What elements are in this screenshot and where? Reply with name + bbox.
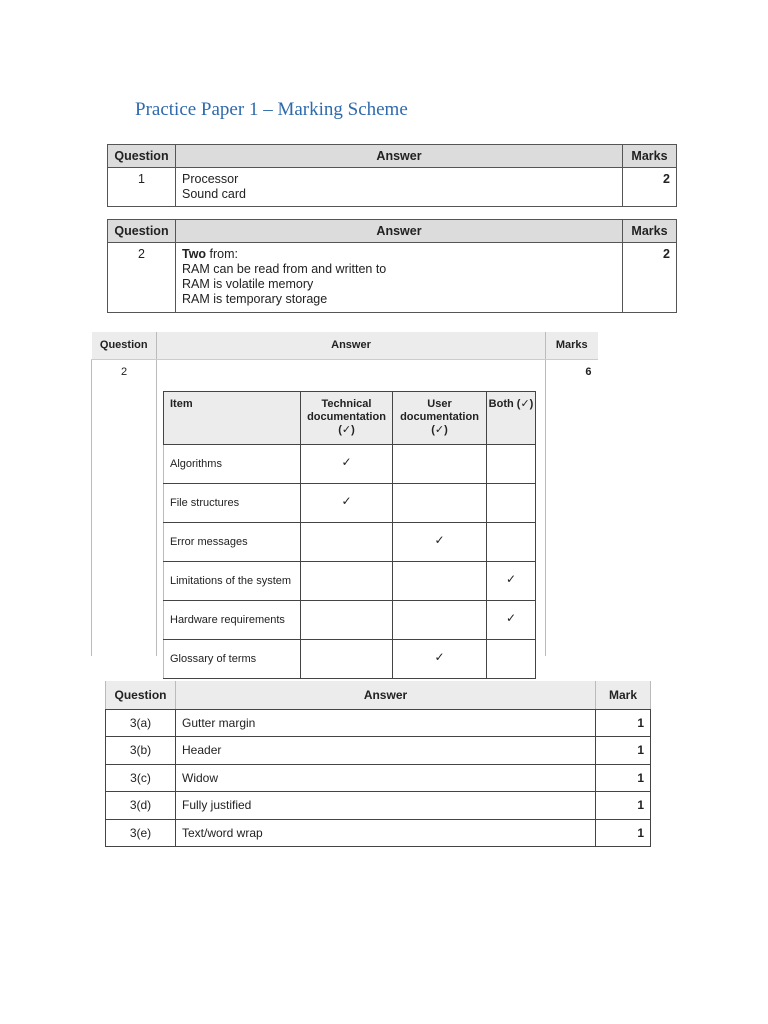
marks-header: Marks — [623, 145, 677, 168]
user-check: ✓ — [393, 639, 487, 678]
answer-cell — [157, 359, 546, 665]
table-row — [106, 709, 651, 737]
technical-header — [301, 391, 393, 444]
technical-check — [301, 639, 393, 678]
mark-value: 1 — [596, 819, 651, 847]
table-row — [106, 764, 651, 792]
user-header-line: documentation — [400, 410, 479, 423]
both-header — [487, 391, 536, 444]
question-number: 1 — [108, 168, 176, 207]
user-header-line: User — [427, 397, 452, 410]
answer-cell: Gutter margin — [176, 709, 596, 737]
answer-line: Sound card — [182, 187, 246, 201]
technical-header-line: Technical — [321, 397, 372, 410]
table-row — [92, 359, 598, 656]
answer-lead-rest: from: — [206, 247, 239, 261]
answer-cell: Header — [176, 737, 596, 765]
grid-row — [164, 561, 536, 600]
answer-lead-bold: Two — [182, 247, 207, 261]
answer-line: Processor — [182, 172, 239, 186]
technical-check — [301, 522, 393, 561]
user-check: ✓ — [393, 522, 487, 561]
grid-row — [164, 600, 536, 639]
mark-value: 1 — [596, 737, 651, 765]
table-header-row — [106, 681, 651, 709]
item-label: File structures — [164, 483, 301, 522]
table-row — [106, 819, 651, 847]
user-header-line: (✓) — [431, 423, 448, 436]
technical-check — [301, 561, 393, 600]
user-check — [393, 444, 487, 483]
grid-row — [164, 444, 536, 483]
answer-header: Answer — [176, 681, 596, 709]
item-label: Limitations of the system — [164, 561, 301, 600]
documentation-grid — [163, 391, 536, 679]
both-check — [487, 639, 536, 678]
page-title: Practice Paper 1 – Marking Scheme — [135, 99, 408, 120]
both-check — [487, 522, 536, 561]
technical-check — [301, 600, 393, 639]
mark-value: 1 — [596, 792, 651, 820]
question-2-table — [107, 219, 677, 313]
grid-row — [164, 483, 536, 522]
table-header-row — [92, 332, 598, 359]
technical-header-line: documentation — [307, 410, 386, 423]
both-check — [487, 483, 536, 522]
table-header-row — [108, 145, 677, 168]
table-header-row — [108, 220, 677, 243]
table-row — [108, 168, 677, 207]
answer-cell: Text/word wrap — [176, 819, 596, 847]
marks-value: 2 — [623, 243, 677, 313]
question-3-table — [105, 681, 651, 847]
answer-header: Answer — [157, 332, 546, 359]
question-1-table — [107, 144, 677, 207]
mark-value: 1 — [596, 709, 651, 737]
user-check — [393, 561, 487, 600]
answer-cell — [176, 243, 623, 313]
both-check: ✓ — [487, 561, 536, 600]
question-number: 3(d) — [106, 792, 176, 820]
marks-value: 6 — [546, 359, 598, 656]
question-number: 3(c) — [106, 764, 176, 792]
table-row — [106, 792, 651, 820]
both-header-line: (✓) — [516, 397, 534, 410]
user-header — [393, 391, 487, 444]
technical-header-line: (✓) — [338, 423, 355, 436]
item-label: Glossary of terms — [164, 639, 301, 678]
item-label: Error messages — [164, 522, 301, 561]
question-header: Question — [108, 220, 176, 243]
question-number: 2 — [92, 359, 157, 656]
answer-header: Answer — [176, 145, 623, 168]
both-check — [487, 444, 536, 483]
question-number: 3(b) — [106, 737, 176, 765]
table-row — [106, 737, 651, 765]
technical-check: ✓ — [301, 444, 393, 483]
question-header: Question — [108, 145, 176, 168]
answer-line: RAM can be read from and written to — [182, 262, 387, 276]
answer-cell: Widow — [176, 764, 596, 792]
both-check: ✓ — [487, 600, 536, 639]
table-row — [108, 243, 677, 313]
grid-row — [164, 522, 536, 561]
answer-lead — [182, 247, 616, 262]
user-check — [393, 483, 487, 522]
mark-header: Mark — [596, 681, 651, 709]
marks-header: Marks — [623, 220, 677, 243]
grid-row — [164, 639, 536, 678]
question-header: Question — [106, 681, 176, 709]
marks-header: Marks — [546, 332, 598, 359]
question-number: 3(a) — [106, 709, 176, 737]
technical-check: ✓ — [301, 483, 393, 522]
item-label: Algorithms — [164, 444, 301, 483]
documentation-table — [91, 332, 598, 665]
marks-value: 2 — [623, 168, 677, 207]
question-header: Question — [92, 332, 157, 359]
mark-value: 1 — [596, 764, 651, 792]
item-header: Item — [164, 391, 301, 444]
answer-header: Answer — [176, 220, 623, 243]
item-label: Hardware requirements — [164, 600, 301, 639]
answer-cell — [176, 168, 623, 207]
answer-cell: Fully justified — [176, 792, 596, 820]
answer-line: RAM is volatile memory — [182, 277, 314, 291]
answer-line: RAM is temporary storage — [182, 292, 328, 306]
grid-header-row — [164, 391, 536, 444]
both-header-line: Both — [488, 397, 514, 410]
user-check — [393, 600, 487, 639]
question-number: 3(e) — [106, 819, 176, 847]
question-number: 2 — [108, 243, 176, 313]
